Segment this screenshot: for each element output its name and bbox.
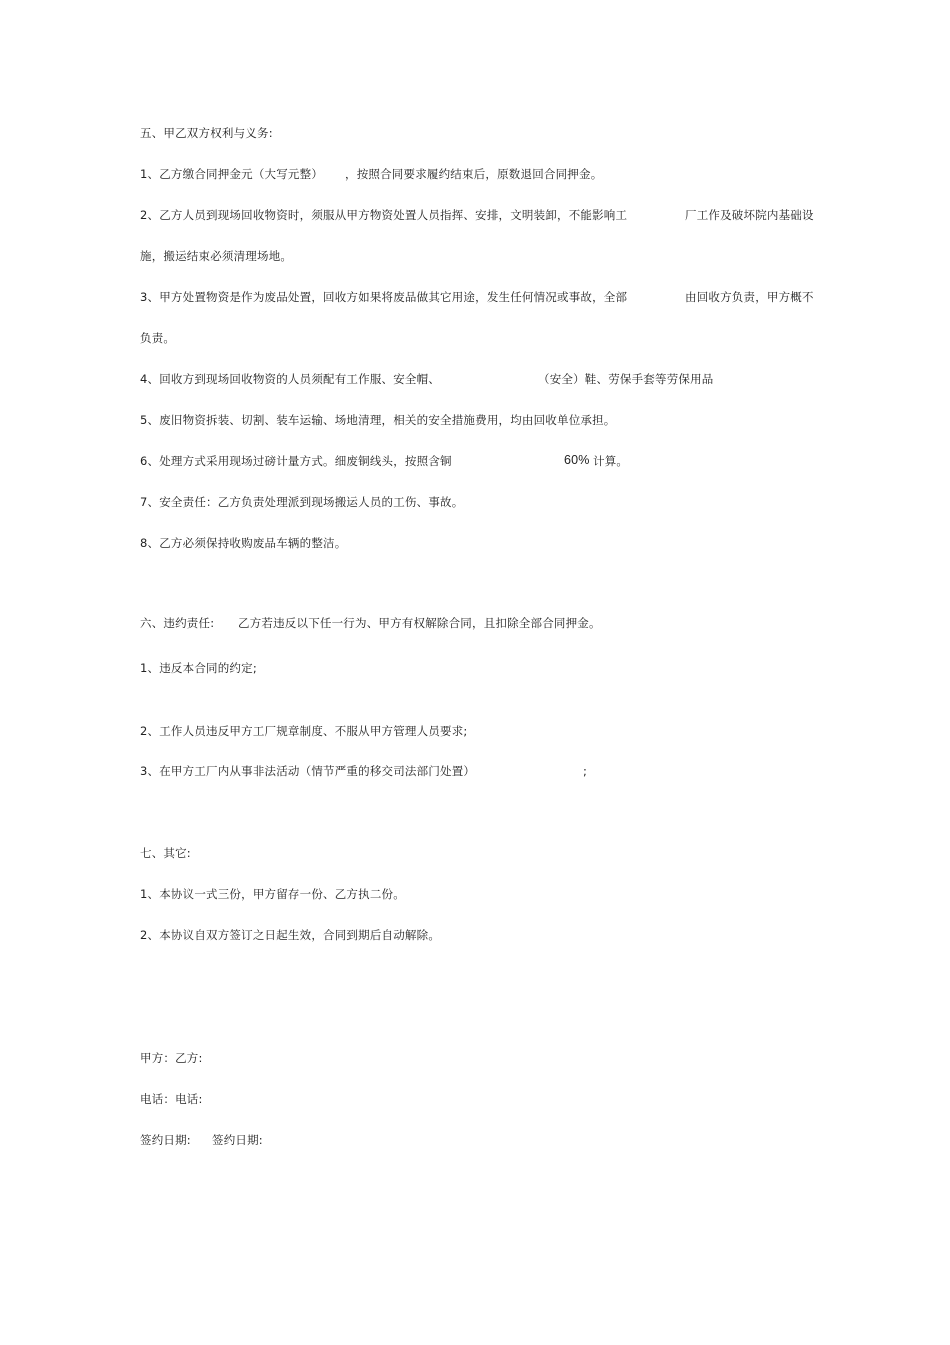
signature-date-party-a: 签约日期: [140, 1133, 191, 1147]
clause-5-8: 8、乙方必须保持收购废品车辆的整洁。 [140, 536, 347, 550]
signature-date-party-b: 签约日期: [212, 1133, 263, 1147]
section-5-heading: 五、甲乙双方权利与义务: [140, 126, 273, 140]
other-item-1: 1、本协议一式三份，甲方留存一份、乙方执二份。 [140, 887, 405, 901]
signature-phone-line: 电话：电话: [140, 1092, 203, 1106]
clause-5-7: 7、安全责任：乙方负责处理派到现场搬运人员的工伤、事故。 [140, 495, 464, 509]
section-6-heading: 六、违约责任: [140, 616, 215, 630]
section-6-intro: 乙方若违反以下任一行为、甲方有权解除合同，且扣除全部合同押金。 [238, 616, 601, 630]
copper-percentage: 60% [564, 453, 590, 467]
clause-5-2-continued: 施，搬运结束必须清理场地。 [140, 249, 293, 263]
breach-item-1: 1、违反本合同的约定; [140, 661, 257, 675]
other-item-2: 2、本协议自双方签订之日起生效，合同到期后自动解除。 [140, 928, 441, 942]
clause-5-3-continued: 负责。 [140, 331, 176, 345]
signature-party-line: 甲方：乙方: [140, 1051, 203, 1065]
breach-item-2: 2、工作人员违反甲方工厂规章制度、不服从甲方管理人员要求; [140, 724, 468, 738]
section-7-heading: 七、其它: [140, 846, 191, 860]
clause-5-5: 5、废旧物资拆装、切割、装车运输、场地清理，相关的安全措施费用，均由回收单位承担。 [140, 413, 616, 427]
